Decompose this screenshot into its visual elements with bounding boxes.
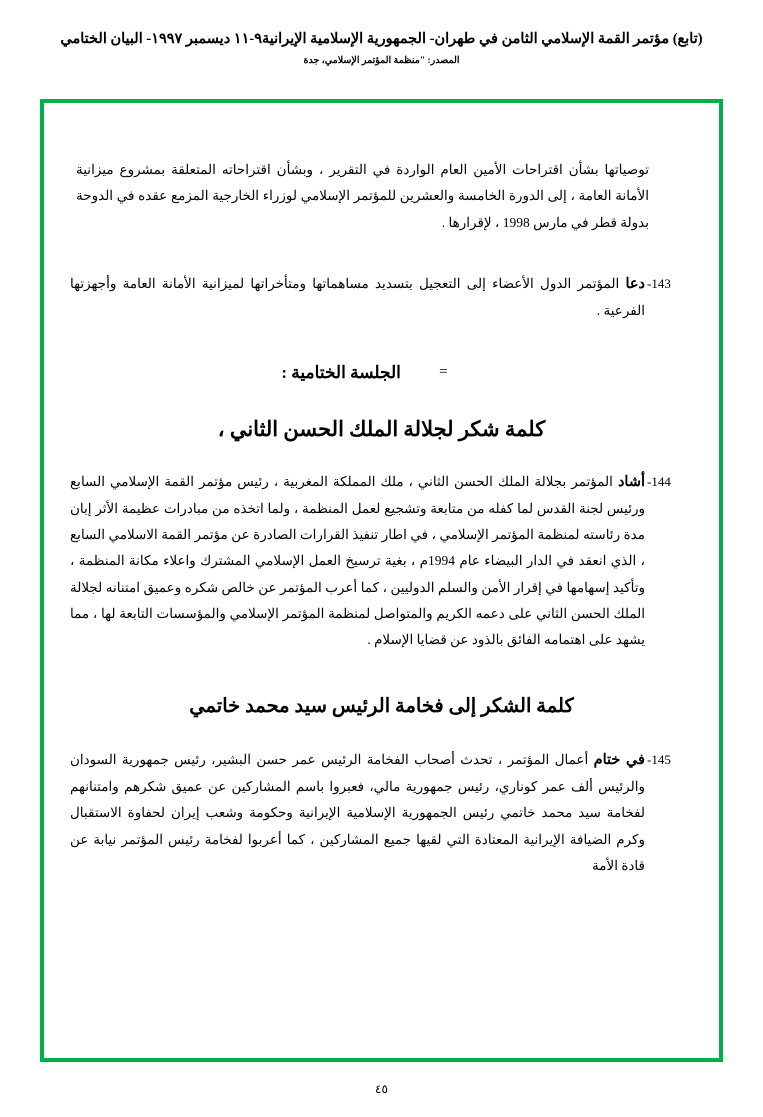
paragraph-recommendations: توصياتها بشأن اقتراحات الأمين العام الواردة في التقرير ، وبشأن اقتراحاته المتعلقة بمشروع ميزانية الأمانة العامة ، إلى الدورة الخامسة والعشرين للمؤتمر الإسلامي لوزراء الخارجية المزمع عقده في الدوحة بدولة قطر في مارس 1998 ، لإقرارها . [76,162,649,230]
item-143-text: المؤتمر الدول الأعضاء إلى التعجيل بتسديد مساهماتها ومتأخراتها لميزانية الأمانة العامة وأجهزتها الفرعية . [70,275,645,319]
page-footer [0,1082,763,1097]
item-144-text: المؤتمر بجلالة الملك الحسن الثاني ، ملك المملكة المغربية ، رئيس مؤتمر القمة الإسلامي السابع ورئيس لجنة القدس لما كفله من متابعة وتشجيع لعمل المنظمة ، ولما اتخذه من مبادرات عظيمة الأثر إبان مدة رئاسته لمنظمة المؤتمر الإسلامي ، في اطار تنفيذ القرارات الصادرة عن مؤتمر القمة الاسلامي السابع ، الذي انعقد في الدار البيضاء عام 1994م ، بغية ترسيخ العمل الإسلامي المشترك واعلاء مكانة المنظمة ، وتأكيد إسهامها في إقرار الأمن والسلم الدوليين ، كما أعرب المؤتمر عن خالص شكره وعميق امتنانه لجلالة الملك الحسن الثاني على دعمه الكريم والمتواصل لمنظمة المؤتمر الإسلامي والمؤسسات التابعة لها ، مما يشهد على اهتمامه الفائق بالذود عن قضايا الإسلام . [70,473,645,648]
item-143-lead: دعا [625,275,645,292]
numbered-item-143 [70,270,693,325]
numbered-item-144 [70,468,693,654]
item-145-lead: في ختام [593,751,645,768]
content-frame [40,99,723,1062]
header-title: (تابع) مؤتمر القمة الإسلامي الثامن في طهران- الجمهورية الإسلامية الإيرانية٩-١١ ديسمبر ١٩٩٧- البيان الختامي [60,31,703,47]
document-body [70,129,693,1048]
page-header [0,30,763,66]
header-source: المصدر: "منظمة المؤتمر الإسلامي، جدة [303,55,460,66]
item-144-text-wrap [70,468,647,654]
item-144-lead: أشاد [617,473,646,490]
speech-heading-king-hassan: كلمة شكر لجلالة الملك الحسن الثاني ، [217,416,546,441]
speech-heading-president-khatami: كلمة الشكر إلى فخامة الرئيس سيد محمد خاتمي [189,695,574,717]
item-145-text-wrap [70,746,647,880]
session-heading [70,363,693,383]
item-143-text-wrap [70,270,647,325]
item-145-text: أعمال المؤتمر ، تحدث أصحاب الفخامة الرئيس عمر حسن البشير، رئيس جمهورية السودان والرئيس ألف عمر كوناري، رئيس جمهورية مالي، فعبروا باسم المشاركين عن عميق شكرهم وامتنانهم لفخامة سيد محمد خاتمي رئيس الجمهورية الإسلامية الإيرانية وحكومة وشعب إيران لحفاوة الاستقبال وكرم الضيافة الإيرانية المعتادة التي لقيها جميع المشاركين ، كما أعربوا لفخامة رئيس المؤتمر نيابة عن قادة الأمة [70,751,645,873]
item-143-number: -143 [647,275,671,291]
numbered-item-145 [70,746,693,880]
session-heading-marker: = [439,363,448,380]
session-heading-text: الجلسة الختامية : [281,362,401,382]
item-144-number: -144 [647,473,671,489]
item-145-number: -145 [647,751,671,767]
page-number: ٤٥ [375,1082,388,1096]
